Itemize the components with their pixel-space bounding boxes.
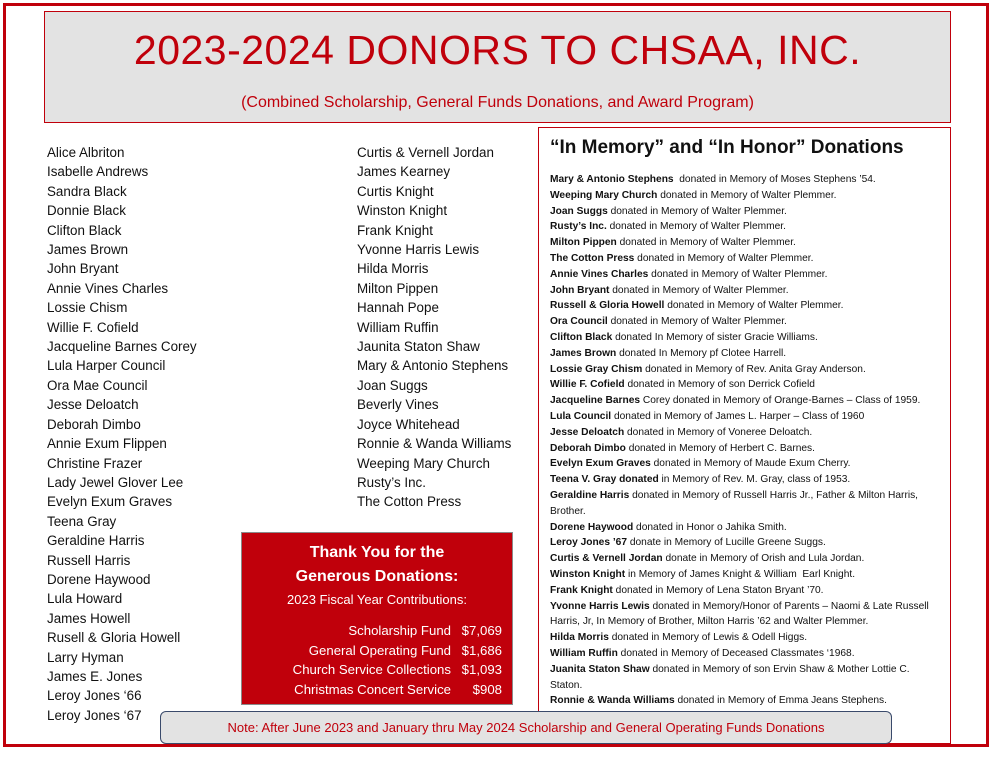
donor-name: Larry Hyman (47, 649, 124, 665)
memory-entry-text: donated in Memory of Walter Plemmer. (606, 221, 786, 233)
memory-entry-donor: Willie F. Cofield (550, 379, 625, 391)
memory-honor-panel (538, 127, 951, 744)
memory-entry (550, 567, 940, 583)
donor-name: Geraldine Harris (47, 533, 145, 549)
fund-amount: $908 (472, 681, 502, 697)
memory-entry (550, 646, 940, 662)
memory-entry-text: donated In Memory of sister Gracie Williams. (612, 331, 818, 343)
memory-entry (550, 298, 940, 314)
donor-name: Weeping Mary Church (357, 455, 490, 471)
memory-entry-donor: Mary & Antonio Stephens (550, 174, 674, 185)
memory-entry-donor: Geraldine Harris (550, 489, 630, 501)
memory-entry (550, 377, 940, 393)
fund-label: Scholarship Fund (348, 623, 451, 638)
memory-entry-donor: Juanita Staton Shaw (550, 663, 650, 675)
memory-entry-donor: Frank Knight (550, 584, 613, 596)
memory-entry (550, 599, 940, 631)
donor-name: Jaunita Staton Shaw (357, 339, 480, 355)
memory-entry (550, 235, 940, 251)
memory-entry-text: donated in Memory of Emma Jeans Stephens. (674, 695, 887, 707)
donor-name: Rusell & Gloria Howell (47, 630, 181, 646)
memory-entry (550, 393, 940, 409)
donor-name: Rusty’s Inc. (357, 474, 426, 490)
donor-name: Donnie Black (47, 203, 126, 219)
memory-entry-text: donated in Memory of Walter Plemmer. (657, 189, 837, 201)
memory-entry-donor: Jesse Deloatch (550, 426, 625, 438)
fund-label: General Operating Fund (308, 642, 451, 658)
memory-entry (550, 425, 940, 441)
memory-entry-donor: Lula Council (550, 410, 612, 422)
memory-entry-donor: Teena V. Gray donated (550, 474, 659, 486)
donor-name: Lula Harper Council (47, 358, 166, 374)
donor-name: Sandra Black (47, 183, 127, 199)
donor-name: Russell Harris (47, 552, 131, 568)
memory-entries (550, 172, 940, 709)
donor-name: Willie F. Cofield (47, 319, 139, 335)
donor-name: Christine Frazer (47, 455, 143, 471)
donor-name: Milton Pippen (357, 280, 439, 296)
donor-list-column-1 (47, 143, 197, 725)
donor-name: James E. Jones (47, 668, 143, 684)
donor-name: John Bryant (47, 261, 119, 277)
memory-entry (550, 583, 940, 599)
memory-entry-text: donate in Memory of Orish and Lula Jordan. (662, 553, 865, 565)
memory-entry-donor: Deborah Dimbo (550, 442, 626, 454)
memory-entry (550, 535, 940, 551)
memory-entry (550, 314, 940, 330)
donor-name: Frank Knight (357, 222, 433, 238)
memory-entry-text: donated in Memory of Deceased Classmates ‘1968. (617, 647, 855, 659)
donor-name: Beverly Vines (357, 397, 439, 413)
donor-name: Ronnie & Wanda Williams (357, 436, 512, 452)
memory-entry-text: donated in Memory of Walter Plemmer. (607, 316, 787, 328)
donor-name: Yvonne Harris Lewis (357, 242, 480, 258)
memory-entry (550, 267, 940, 283)
memory-entry-donor: Annie Vines Charles (550, 268, 649, 280)
page-title: 2023-2024 DONORS TO CHSAA, INC. (133, 27, 862, 73)
memory-entry-donor: Hilda Morris (550, 632, 609, 644)
memory-entry-text: donated in Memory of son Derrick Cofield (624, 379, 815, 391)
memory-entry-text: donated in Memory of Voneree Deloatch. (624, 426, 813, 438)
fund-amount: $1,093 (461, 662, 502, 677)
donor-name: James Brown (47, 242, 129, 258)
donor-name: Winston Knight (357, 203, 448, 219)
memory-entry-text: donated in Honor o Jahika Smith. (633, 521, 787, 533)
memory-entry-donor: James Brown (550, 347, 617, 359)
page-subtitle: (Combined Scholarship, General Funds Donations, and Award Program) (241, 94, 754, 111)
donor-name: Ora Mae Council (47, 377, 148, 393)
memory-entry-donor: Ronnie & Wanda Williams (550, 695, 675, 707)
memory-entry-text: in Memory of Rev. M. Gray, class of 1953. (658, 474, 851, 486)
donor-name: Leroy Jones ‘67 (47, 707, 142, 723)
thank-you-box (241, 532, 513, 705)
memory-entry (550, 219, 940, 235)
memory-entry (550, 472, 940, 488)
fund-row (242, 660, 502, 680)
donor-name: Mary & Antonio Stephens (357, 358, 509, 374)
donor-name: Joan Suggs (357, 377, 428, 393)
footer-note: Note: After June 2023 and January thru May 2024 Scholarship and General Operating Funds Donations (160, 711, 892, 744)
fund-row (242, 680, 502, 700)
memory-entry-donor: Clifton Black (550, 331, 613, 343)
memory-entry-donor: Leroy Jones ’67 (550, 537, 628, 549)
donor-name: Deborah Dimbo (47, 416, 141, 432)
memory-entry (550, 204, 940, 220)
donor-name: Isabelle Andrews (47, 164, 149, 180)
memory-entry (550, 409, 940, 425)
donor-name: Teena Gray (47, 513, 117, 529)
donor-name: Lula Howard (47, 591, 123, 607)
donor-name: Annie Exum Flippen (47, 436, 167, 452)
thanks-line-1: Thank You for the (309, 544, 445, 561)
memory-entry-donor: Curtis & Vernell Jordan (550, 553, 663, 565)
memory-entry-donor: John Bryant (550, 284, 610, 296)
memory-entry (550, 441, 940, 457)
donor-name: Jesse Deloatch (47, 397, 139, 413)
memory-entry (550, 251, 940, 267)
fund-label: Church Service Collections (292, 662, 451, 677)
memory-entry (550, 188, 940, 204)
memory-entry-text: donated in Memory of Moses Stephens ’54. (673, 174, 876, 185)
donor-name: Hannah Pope (357, 300, 439, 316)
memory-entry-text: donated in Memory of Walter Plemmer. (607, 205, 787, 217)
memory-entry (550, 520, 940, 536)
memory-entry-donor: Lossie Gray Chism (550, 363, 643, 375)
donor-name: Leroy Jones ‘66 (47, 688, 142, 704)
donor-name: Jacqueline Barnes Corey (47, 339, 197, 355)
donor-name: Evelyn Exum Graves (47, 494, 173, 510)
memory-entry-donor: William Ruffin (550, 647, 618, 659)
memory-panel-heading: “In Memory” and “In Honor” Donations (550, 137, 904, 158)
memory-entry-donor: Russell & Gloria Howell (550, 300, 665, 312)
donor-name: Lossie Chism (47, 300, 128, 316)
memory-entry-donor: Dorene Haywood (550, 521, 634, 533)
memory-entry-donor: Weeping Mary Church (550, 189, 658, 201)
memory-entry-donor: Joan Suggs (550, 205, 608, 217)
donor-name: Dorene Haywood (47, 571, 151, 587)
donor-list-column-2 (357, 143, 511, 512)
memory-entry (550, 551, 940, 567)
fund-amount: $1,686 (461, 642, 502, 658)
memory-entry-donor: Ora Council (550, 316, 608, 328)
memory-entry (550, 456, 940, 472)
memory-entry-donor: Rusty’s Inc. (550, 221, 607, 233)
memory-entry-donor: Yvonne Harris Lewis (550, 600, 650, 612)
memory-entry-text: donated in Memory of Russell Harris Jr., Father & Milton Harris, Brother. (550, 489, 921, 517)
donor-name: The Cotton Press (357, 494, 462, 510)
fiscal-year-heading: 2023 Fiscal Year Contributions: (287, 592, 467, 607)
memory-entry-text: donated in Memory of James L. Harper – Class of 1960 (611, 410, 865, 422)
memory-entry (550, 662, 940, 694)
memory-entry-donor: Winston Knight (550, 568, 626, 580)
donor-name: Lady Jewel Glover Lee (47, 474, 184, 490)
memory-entry-text: donate in Memory of Lucille Greene Suggs. (627, 537, 826, 549)
donor-name: Annie Vines Charles (47, 280, 169, 296)
memory-entry-text: donated in Memory of Rev. Anita Gray Anderson. (642, 363, 866, 375)
memory-entry-text: donated in Memory of Lena Staton Bryant ’70. (612, 584, 824, 596)
memory-entry-text: donated In Memory pf Clotee Harrell. (616, 347, 787, 359)
memory-entry (550, 488, 940, 520)
donor-name: William Ruffin (357, 319, 439, 335)
memory-entry-text: donated in Memory/Honor of Parents – Naomi & Late Russell Harris, Jr, In Memory of Brother, Milton Harris ’62 and Walter Plemmer. (550, 600, 932, 628)
thanks-line-2: Generous Donations: (295, 568, 459, 585)
memory-entry (550, 330, 940, 346)
memory-entry-text: donated in Memory of Walter Plemmer. (664, 300, 844, 312)
memory-entry-text: donated in Memory of Lewis & Odell Higgs. (608, 632, 808, 644)
donor-name: Joyce Whitehead (357, 416, 460, 432)
fund-list (242, 621, 512, 699)
memory-entry (550, 283, 940, 299)
donor-name: Hilda Morris (357, 261, 429, 277)
donor-name: Curtis & Vernell Jordan (357, 145, 494, 160)
memory-entry-text: donated in Memory of Walter Plemmer. (616, 237, 796, 249)
header-banner (44, 11, 951, 123)
fund-label: Christmas Concert Service (294, 681, 451, 697)
memory-entry-donor: Evelyn Exum Graves (550, 458, 651, 470)
donor-name: James Kearney (357, 164, 451, 180)
fund-row (242, 641, 502, 661)
fund-row (242, 621, 502, 641)
memory-entry-text: Corey donated in Memory of Orange-Barnes – Class of 1959. (640, 395, 921, 407)
memory-entry-text: donated in Memory of Walter Plemmer. (609, 284, 789, 296)
fund-amount: $7,069 (461, 623, 502, 638)
memory-entry (550, 346, 940, 362)
memory-entry-text: donated in Memory of Walter Plemmer. (634, 252, 814, 264)
memory-entry (550, 630, 940, 646)
donor-name: Curtis Knight (357, 183, 434, 199)
memory-entry-text: donated in Memory of Maude Exum Cherry. (650, 458, 851, 470)
donor-name: Alice Albriton (47, 145, 125, 160)
memory-entry-donor: The Cotton Press (550, 252, 635, 264)
memory-entry-text: donated in Memory of Walter Plemmer. (648, 268, 828, 280)
memory-entry (550, 362, 940, 378)
memory-entry-text: in Memory of James Knight & William Earl Knight. (625, 568, 856, 580)
memory-entry (550, 172, 940, 188)
memory-entry-donor: Jacqueline Barnes (550, 395, 641, 407)
memory-entry-text: donated in Memory of son Ervin Shaw & Mother Lottie C. Staton. (550, 663, 913, 691)
memory-entry-donor: Milton Pippen (550, 237, 617, 249)
memory-entry-text: donated in Memory of Herbert C. Barnes. (625, 442, 815, 454)
donor-name: Clifton Black (47, 222, 122, 238)
memory-entry (550, 693, 940, 709)
donor-name: James Howell (47, 610, 131, 626)
